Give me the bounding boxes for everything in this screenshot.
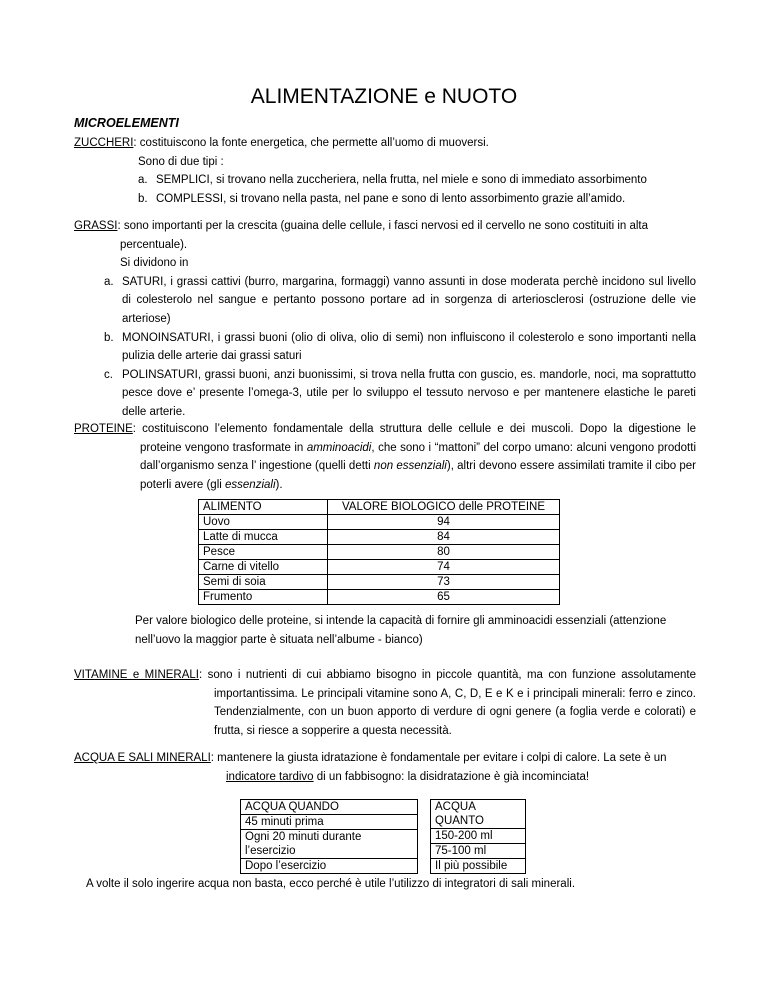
table-cell: Pesce <box>199 545 328 560</box>
table-header-row <box>431 800 526 829</box>
water-when-table <box>240 799 418 874</box>
table-header-cell: ALIMENTO <box>199 500 328 515</box>
vitamine-section <box>74 666 696 740</box>
table-cell: Carne di vitello <box>199 560 328 575</box>
proteine-text: ). <box>275 478 283 491</box>
list-text: SATURI, i grassi cattivi (burro, margarina, formaggi) vanno assunti in dose moderata perchè incidono sul livello di colesterolo nel sangue e pertanto possono portare ad in sorgenza di arteriosclerosi (ostruzione delle vie arteriose) <box>122 275 696 325</box>
table-row <box>431 844 526 859</box>
grassi-term: GRASSI <box>74 220 118 232</box>
table-cell: 65 <box>328 590 560 605</box>
water-how-much-table <box>430 799 526 874</box>
table-cell: 150-200 ml <box>431 829 526 844</box>
proteine-section <box>74 420 696 494</box>
table-cell: 73 <box>328 575 560 590</box>
list-item <box>74 366 696 422</box>
table-row <box>199 515 560 530</box>
table-cell: Il più possibile <box>431 859 526 874</box>
grassi-intro: Si dividono in <box>120 257 189 270</box>
list-marker: a. <box>104 275 114 288</box>
table-header-row <box>241 800 418 815</box>
list-marker: b. <box>138 192 148 205</box>
list-item <box>74 171 696 190</box>
vitamine-text: : sono i nutrienti di cui abbiamo bisogno in piccole quantità, ma con funzione assolutamente importantissima. Le principali vitamine sono A, C, D, E e K e i principali minerali: ferro e zinco. Tendenzialmente, con un buon apporto di verdure di ogni genere (a foglia verde e colorati) e frutta, si riesce a sopperire a questa necessità. <box>198 669 696 737</box>
grassi-section <box>74 217 696 422</box>
list-marker: a. <box>138 174 148 187</box>
section-heading: MICROELEMENTI <box>74 116 179 130</box>
vitamine-term: VITAMINE e MINERALI <box>74 669 199 681</box>
table-cell: 80 <box>328 545 560 560</box>
table-row <box>199 575 560 590</box>
table-cell: 45 minuti prima <box>241 815 418 830</box>
list-text: POLINSATURI, grassi buoni, anzi buonissimi, si trova nella frutta con guscio, es. mandorle, noci, ma soprattutto pesce dove e’ presente l’omega-3, utile per lo sviluppo el tessuto nervoso e per mantenere elastiche le pareti delle arterie. <box>122 368 696 418</box>
acqua-note: A volte il solo ingerire acqua non basta, ecco perché è utile l’utilizzo di integratori di sali minerali. <box>86 878 576 890</box>
protein-value-table <box>198 499 560 605</box>
zuccheri-term: ZUCCHERI <box>74 137 134 149</box>
table-row <box>199 560 560 575</box>
zuccheri-intro: Sono di due tipi : <box>138 155 224 168</box>
table-header-cell: ACQUA QUANTO <box>431 800 526 829</box>
table-row <box>431 859 526 874</box>
zuccheri-section <box>74 134 696 208</box>
proteine-note: Per valore biologico delle proteine, si intende la capacità di fornire gli amminoacidi essenziali (attenzione nell’uovo la maggior parte è situata nell’albume - bianco) <box>135 615 667 646</box>
acqua-section <box>74 749 696 786</box>
table-row <box>431 829 526 844</box>
table-row <box>199 530 560 545</box>
list-item <box>74 329 696 366</box>
table-row <box>199 545 560 560</box>
table-cell: Ogni 20 minuti durante l’esercizio <box>241 830 418 859</box>
list-item <box>74 190 696 209</box>
grassi-text: : sono importanti per la crescita (guaina delle cellule, i fasci nervosi ed il cervello ne sono costituiti in alta <box>117 220 649 232</box>
table-header-cell: ACQUA QUANDO <box>241 800 418 815</box>
list-item <box>74 273 696 329</box>
list-marker: c. <box>104 368 113 381</box>
list-text: MONOINSATURI, i grassi buoni (olio di oliva, olio di semi) non influiscono il colesterolo e sono importanti nella pulizia delle arterie dai grassi saturi <box>122 331 696 363</box>
grassi-text-cont: percentuale). <box>120 238 188 251</box>
acqua-underlined: indicatore tardivo <box>226 770 314 783</box>
proteine-text: : costituiscono l’elemento fondamentale della struttura delle cellule e dei muscoli. Dopo la digestione le proteine vengono trasformate in <box>132 423 696 454</box>
table-row <box>241 815 418 830</box>
table-cell: 75-100 ml <box>431 844 526 859</box>
list-marker: b. <box>104 331 114 344</box>
table-row <box>241 830 418 859</box>
table-row <box>241 859 418 874</box>
zuccheri-text: : costituiscono la fonte energetica, che permette all’uomo di muoversi. <box>133 137 489 149</box>
table-cell: Latte di mucca <box>199 530 328 545</box>
table-cell: Uovo <box>199 515 328 530</box>
proteine-italic: non essenziali <box>373 460 447 473</box>
table-row <box>199 590 560 605</box>
list-text: SEMPLICI, si trovano nella zuccheriera, nella frutta, nel miele e sono di immediato assorbimento <box>156 174 647 187</box>
page-title: ALIMENTAZIONE e NUOTO <box>250 85 518 108</box>
table-cell: 74 <box>328 560 560 575</box>
table-cell: 94 <box>328 515 560 530</box>
proteine-italic: amminoacidi <box>306 441 372 454</box>
table-cell: Dopo l’esercizio <box>241 859 418 874</box>
list-text: COMPLESSI, si trovano nella pasta, nel pane e sono di lento assorbimento grazie all’amido. <box>156 192 626 205</box>
acqua-text: : mantenere la giusta idratazione è fondamentale per evitare i colpi di calore. La sete è un <box>210 752 667 764</box>
proteine-italic: essenziali <box>225 478 276 491</box>
proteine-text: , che sono i “mattoni” del corpo umano: alcuni vengono prodotti dall’organismo senza l’ ingestione (quelli detti <box>140 441 696 473</box>
table-cell: Frumento <box>199 590 328 605</box>
table-cell: Semi di soia <box>199 575 328 590</box>
table-cell: 84 <box>328 530 560 545</box>
proteine-term: PROTEINE <box>74 423 133 435</box>
proteine-text: ), altri devono essere assimilati tramite il cibo per poterli avere (gli <box>140 460 696 491</box>
acqua-term: ACQUA E SALI MINERALI <box>74 752 211 764</box>
table-header-cell: VALORE BIOLOGICO delle PROTEINE <box>328 500 560 515</box>
table-header-row <box>199 500 560 515</box>
acqua-text: di un fabbisogno: la disidratazione è già incominciata! <box>313 770 590 783</box>
